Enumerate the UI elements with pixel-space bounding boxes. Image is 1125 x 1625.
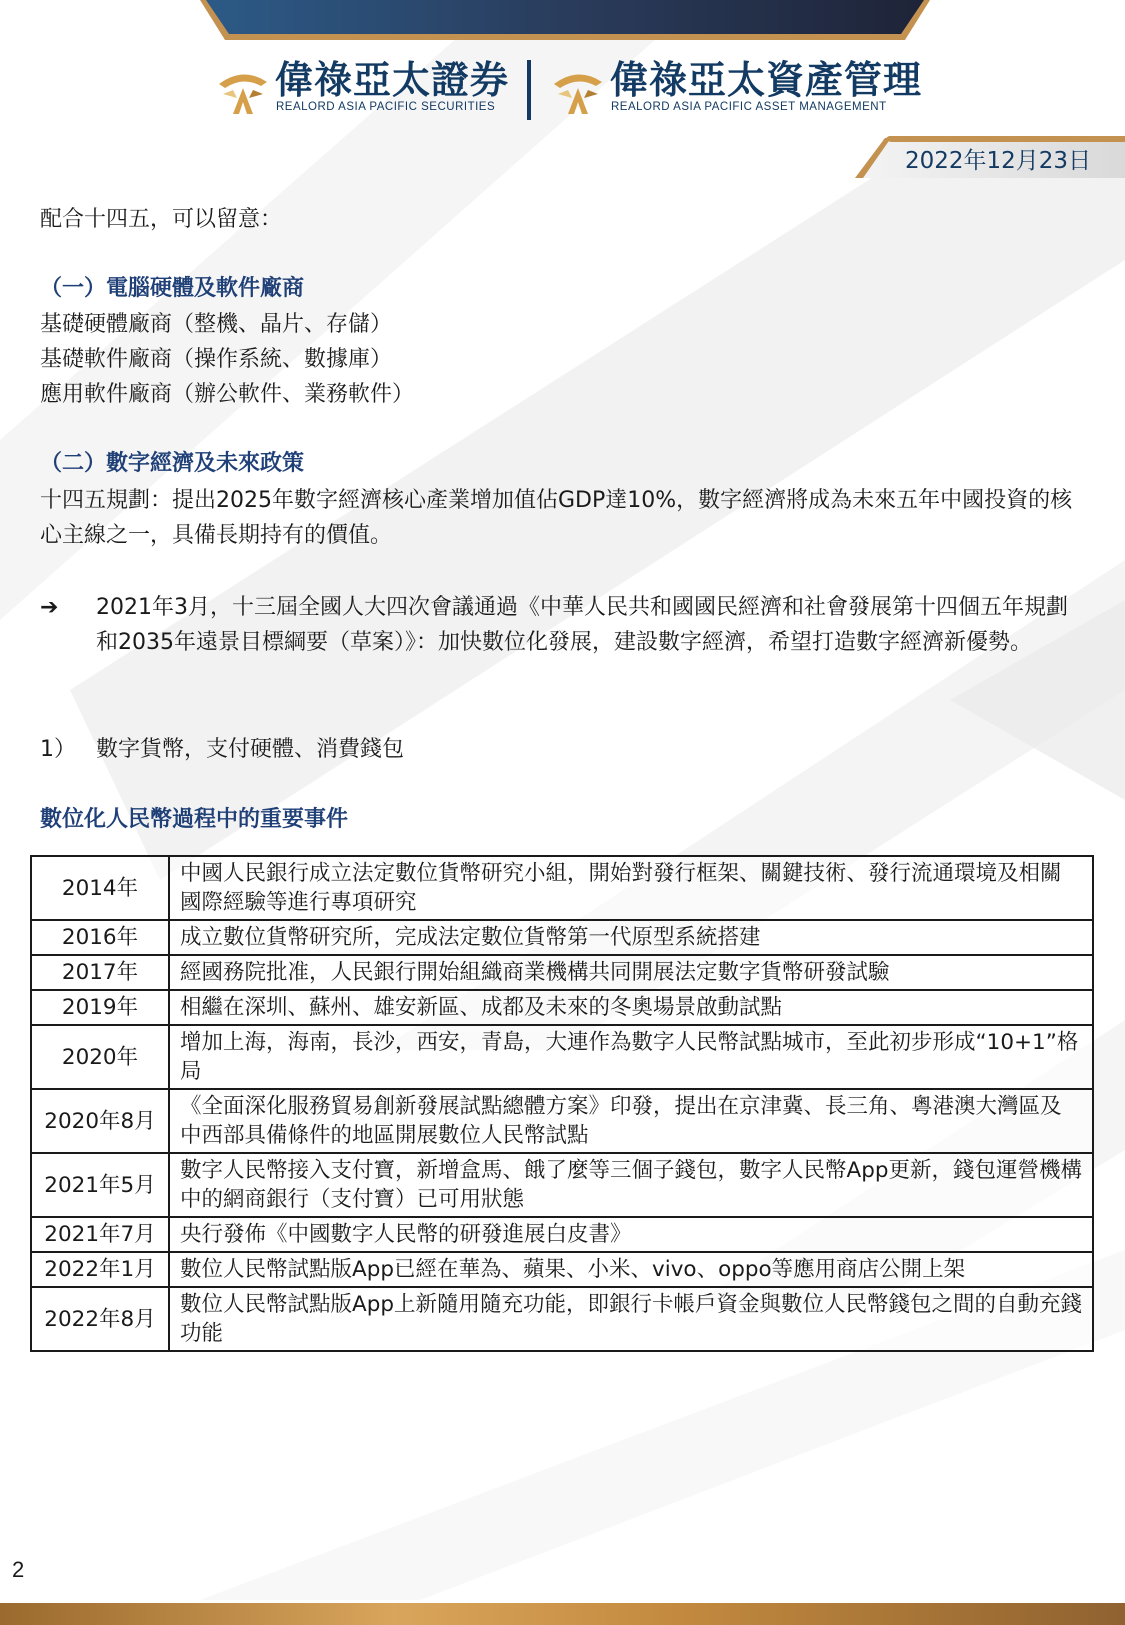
table-row bbox=[31, 1153, 1093, 1217]
numbered-item bbox=[40, 732, 1088, 768]
event-text: 增加上海，海南，長沙，西安，青島，大連作為數字人民幣試點城市，至此初步形成“10+1”格局 bbox=[169, 1025, 1093, 1089]
event-text: 央行發佈《中國數字人民幣的研發進展白皮書》 bbox=[169, 1217, 1093, 1252]
policy-bullet-text: 2021年3月，十三屆全國人大四次會議通過《中華人民共和國國民經濟和社會發展第十四個五年規劃和2035年遠景目標綱要（草案）》：加快數位化發展，建設數字經濟，希望打造數字經濟新優勢。 bbox=[96, 595, 1068, 655]
section1-item: 基礎硬體廠商（整機、晶片、存儲） bbox=[40, 312, 393, 337]
event-text: 相繼在深圳、蘇州、雄安新區、成都及未來的冬奧場景啟動試點 bbox=[169, 990, 1093, 1025]
event-year: 2020年 bbox=[31, 1025, 169, 1089]
realord-logo-mark-icon bbox=[215, 64, 271, 116]
arrow-right-icon: ➔ bbox=[40, 595, 59, 620]
table-row bbox=[31, 1217, 1093, 1252]
numbered-item-text: 數字貨幣，支付硬體、消費錢包 bbox=[96, 737, 405, 762]
event-year: 2019年 bbox=[31, 990, 169, 1025]
logo-securities-en: REALORD ASIA PACIFIC SECURITIES bbox=[276, 101, 496, 113]
page-number: 2 bbox=[12, 1557, 25, 1582]
logo-asset-management-cn: 偉祿亞太資產管理 bbox=[610, 58, 923, 102]
event-text: 《全面深化服務貿易創新發展試點總體方案》印發，提出在京津冀、長三角、粵港澳大灣區及中西部具備條件的地區開展數位人民幣試點 bbox=[169, 1089, 1093, 1153]
event-text: 中國人民銀行成立法定數位貨幣研究小組，開始對發行框架、關鍵技術、發行流通環境及相關國際經驗等進行專項研究 bbox=[169, 856, 1093, 920]
event-text: 數字人民幣接入支付寶，新增盒馬、餓了麼等三個子錢包，數字人民幣App更新，錢包運營機構中的網商銀行（支付寶）已可用狀態 bbox=[169, 1153, 1093, 1217]
event-year: 2014年 bbox=[31, 856, 169, 920]
table-row bbox=[31, 955, 1093, 990]
section2-heading: （二）數字經濟及未來政策 bbox=[40, 451, 305, 476]
event-year: 2022年1月 bbox=[31, 1252, 169, 1287]
event-year: 2022年8月 bbox=[31, 1287, 169, 1351]
realord-logo-mark-icon bbox=[550, 64, 606, 116]
bottom-bar bbox=[0, 1603, 1125, 1625]
top-banner bbox=[0, 0, 1125, 42]
section1-item: 應用軟件廠商（辦公軟件、業務軟件） bbox=[40, 382, 415, 407]
logo-asset-management-en: REALORD ASIA PACIFIC ASSET MANAGEMENT bbox=[611, 101, 887, 113]
events-table bbox=[30, 855, 1094, 1352]
event-year: 2020年8月 bbox=[31, 1089, 169, 1153]
section2-paragraph: 十四五規劃：提出2025年數字經濟核心產業增加值佔GDP達10%，數字經濟將成為未來五年中國投資的核心主線之一，具備長期持有的價值。 bbox=[40, 488, 1073, 548]
event-text: 數位人民幣試點版App已經在華為、蘋果、小米、vivo、oppo等應用商店公開上架 bbox=[169, 1252, 1093, 1287]
logo-securities-cn: 偉祿亞太證券 bbox=[275, 58, 510, 102]
table-row bbox=[31, 920, 1093, 955]
event-year: 2017年 bbox=[31, 955, 169, 990]
numbered-item-number: 1） bbox=[40, 737, 76, 762]
table-row bbox=[31, 1252, 1093, 1287]
event-year: 2016年 bbox=[31, 920, 169, 955]
table-row bbox=[31, 1089, 1093, 1153]
event-text: 成立數位貨幣研究所，完成法定數位貨幣第一代原型系統搭建 bbox=[169, 920, 1093, 955]
section1-item: 基礎軟件廠商（操作系統、數據庫） bbox=[40, 347, 393, 372]
event-year: 2021年7月 bbox=[31, 1217, 169, 1252]
policy-bullet bbox=[40, 590, 1088, 700]
table-row bbox=[31, 990, 1093, 1025]
event-year: 2021年5月 bbox=[31, 1153, 169, 1217]
logo-divider bbox=[527, 60, 531, 120]
header-logos bbox=[0, 58, 1125, 120]
event-text: 數位人民幣試點版App上新隨用隨充功能，即銀行卡帳戶資金與數位人民幣錢包之間的自動充錢功能 bbox=[169, 1287, 1093, 1351]
table-row bbox=[31, 856, 1093, 920]
table-row bbox=[31, 1025, 1093, 1089]
section1-heading: （一）電腦硬體及軟件廠商 bbox=[40, 276, 305, 301]
table-row bbox=[31, 1287, 1093, 1351]
intro-text: 配合十四五，可以留意： bbox=[40, 207, 283, 232]
report-date: 2022年12月23日 bbox=[905, 148, 1092, 174]
table-title: 數位化人民幣過程中的重要事件 bbox=[40, 807, 349, 832]
event-text: 經國務院批准，人民銀行開始組織商業機構共同開展法定數字貨幣研發試驗 bbox=[169, 955, 1093, 990]
